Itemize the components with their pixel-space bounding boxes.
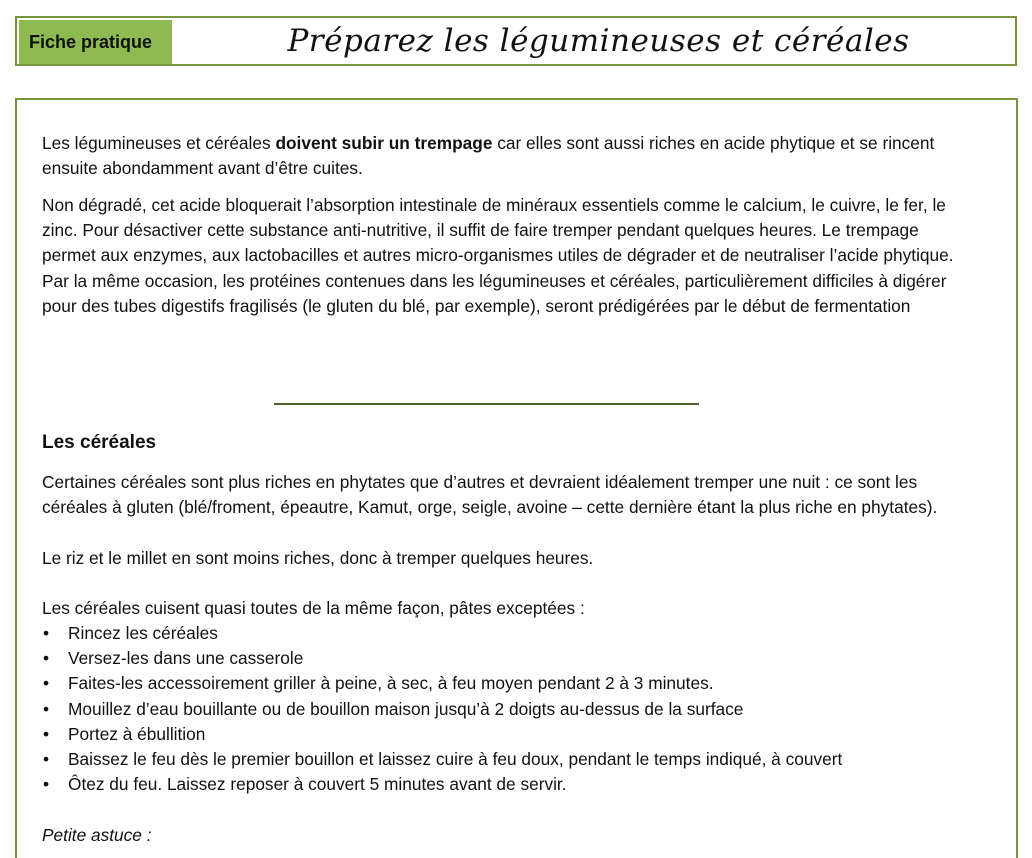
intro-paragraph-2: Non dégradé, cet acide bloquerait l’absorption intestinale de minéraux essentiels comme le calcium, le cuivre, le fer, le zinc. Pour désactiver cette substance anti-nutritive, il suffit de faire tremper pendant quelques heures. Le trempage permet aux enzymes, aux lactobacilles et autres micro-organismes utiles de dégrader et de neutraliser l’acide phytique. Par la même occasion, les protéines contenues dans les légumineuses et céréales, particulièrement difficiles à digérer pour des tubes digestifs fragilisés (le gluten du blé, par exemple), seront prédigérées par le début de fermentation — [42, 195, 954, 316]
intro-paragraph-1 — [42, 131, 972, 181]
list-item: • Ôtez du feu. Laissez reposer à couvert 5 minutes avant de servir. — [42, 772, 992, 797]
section-divider — [274, 403, 699, 405]
section-heading-cereales: Les céréales — [42, 432, 157, 453]
header-bar — [15, 16, 1017, 66]
intro-text: Les légumineuses et céréales — [42, 133, 276, 153]
list-item: • Rincez les céréales — [42, 621, 992, 646]
list-item: • Faites-les accessoirement griller à peine, à sec, à feu moyen pendant 2 à 3 minutes. — [42, 671, 992, 696]
list-item: • Versez-les dans une casserole — [42, 646, 992, 671]
cereales-paragraph-3: Les céréales cuisent quasi toutes de la même façon, pâtes exceptées : — [42, 598, 585, 618]
cereales-paragraph-1: Certaines céréales sont plus riches en phytates que d’autres et devraient idéalement tremper une nuit : ce sont les céréales à gluten (blé/froment, épeautre, Kamut, orge, seigle, avoine – cette dernière étant la plus riche en phytates). — [42, 472, 938, 518]
tip-label: Petite astuce : — [42, 825, 152, 845]
intro-bold-text: doivent subir un trempage — [275, 133, 493, 153]
list-item: • Baissez le feu dès le premier bouillon et laissez cuire à feu doux, pendant le temps indiqué, à couvert — [42, 747, 992, 772]
cereales-paragraph-2: Le riz et le millet en sont moins riches, donc à tremper quelques heures. — [42, 548, 594, 568]
page-title: Préparez les légumineuses et céréales — [287, 23, 910, 59]
list-item: • Mouillez d’eau bouillante ou de bouillon maison jusqu’à 2 doigts au-dessus de la surface — [42, 697, 992, 722]
intro-text-end: car elles sont aussi riches en acide phytique et se rincent ensuite abondamment avant d’être cuites. — [42, 133, 935, 179]
list-item: • Portez à ébullition — [42, 722, 992, 747]
cooking-steps-list — [42, 621, 992, 797]
fiche-tag: Fiche pratique — [19, 20, 172, 64]
